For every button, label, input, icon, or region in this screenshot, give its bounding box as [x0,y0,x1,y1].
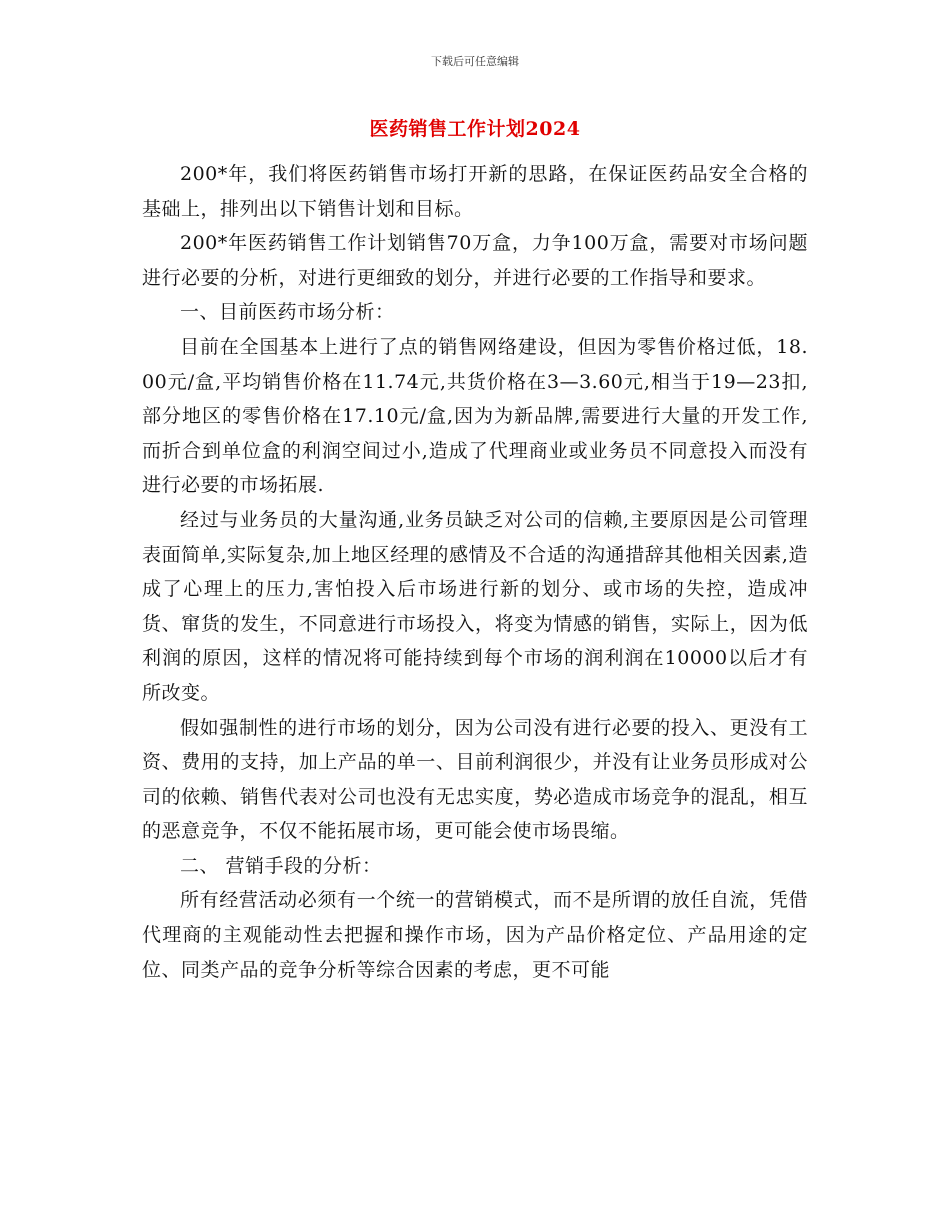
document-body [142,157,808,987]
paragraph: 目前在全国基本上进行了点的销售网络建设，但因为零售价格过低，18.00元/盒,平均销售价格在11.74元,共货价格在3—3.60元,相当于19—23扣,部分地区的零售价格在17.10元/盒,因为为新品牌,需要进行大量的开发工作,而折合到单位盒的利润空间过小,造成了代理商业或业务员不同意投入而没有进行必要的市场拓展. [142,335,808,497]
header-note: 下载后可任意编辑 [431,55,519,68]
paragraph: 假如强制性的进行市场的划分，因为公司没有进行必要的投入、更没有工资、费用的支持，加上产品的单一、目前利润很少，并没有让业务员形成对公司的依赖、销售代表对公司也没有无忠实度，势必造成市场竞争的混乱，相互的恶意竞争，不仅不能拓展市场，更可能会使市场畏缩。 [142,716,808,843]
section-heading: 一、目前医药市场分析： [180,301,395,324]
paragraph: 经过与业务员的大量沟通,业务员缺乏对公司的信赖,主要原因是公司管理表面简单,实际复杂,加上地区经理的感情及不合适的沟通措辞其他相关因素,造成了心理上的压力,害怕投入后市场进行新的划分、或市场的失控，造成冲货、窜货的发生，不同意进行市场投入，将变为情感的销售，实际上，因为低利润的原因，这样的情况将可能持续到每个市场的润利润在10000以后才有所改变。 [142,508,808,704]
paragraph: 所有经营活动必须有一个统一的营销模式，而不是所谓的放任自流，凭借代理商的主观能动性去把握和操作市场，因为产品价格定位、产品用途的定位、同类产品的竞争分析等综合因素的考虑，更不可能 [142,889,808,981]
paragraph: 200*年，我们将医药销售市场打开新的思路，在保证医药品安全合格的基础上，排列出以下销售计划和目标。 [142,163,808,220]
paragraph: 200*年医药销售工作计划销售70万盒，力争100万盒，需要对市场问题进行必要的分析，对进行更细致的划分，并进行必要的工作指导和要求。 [142,232,808,289]
document-title: 医药销售工作计划2024 [369,118,581,140]
section-heading: 二、 营销手段的分析： [180,854,382,877]
